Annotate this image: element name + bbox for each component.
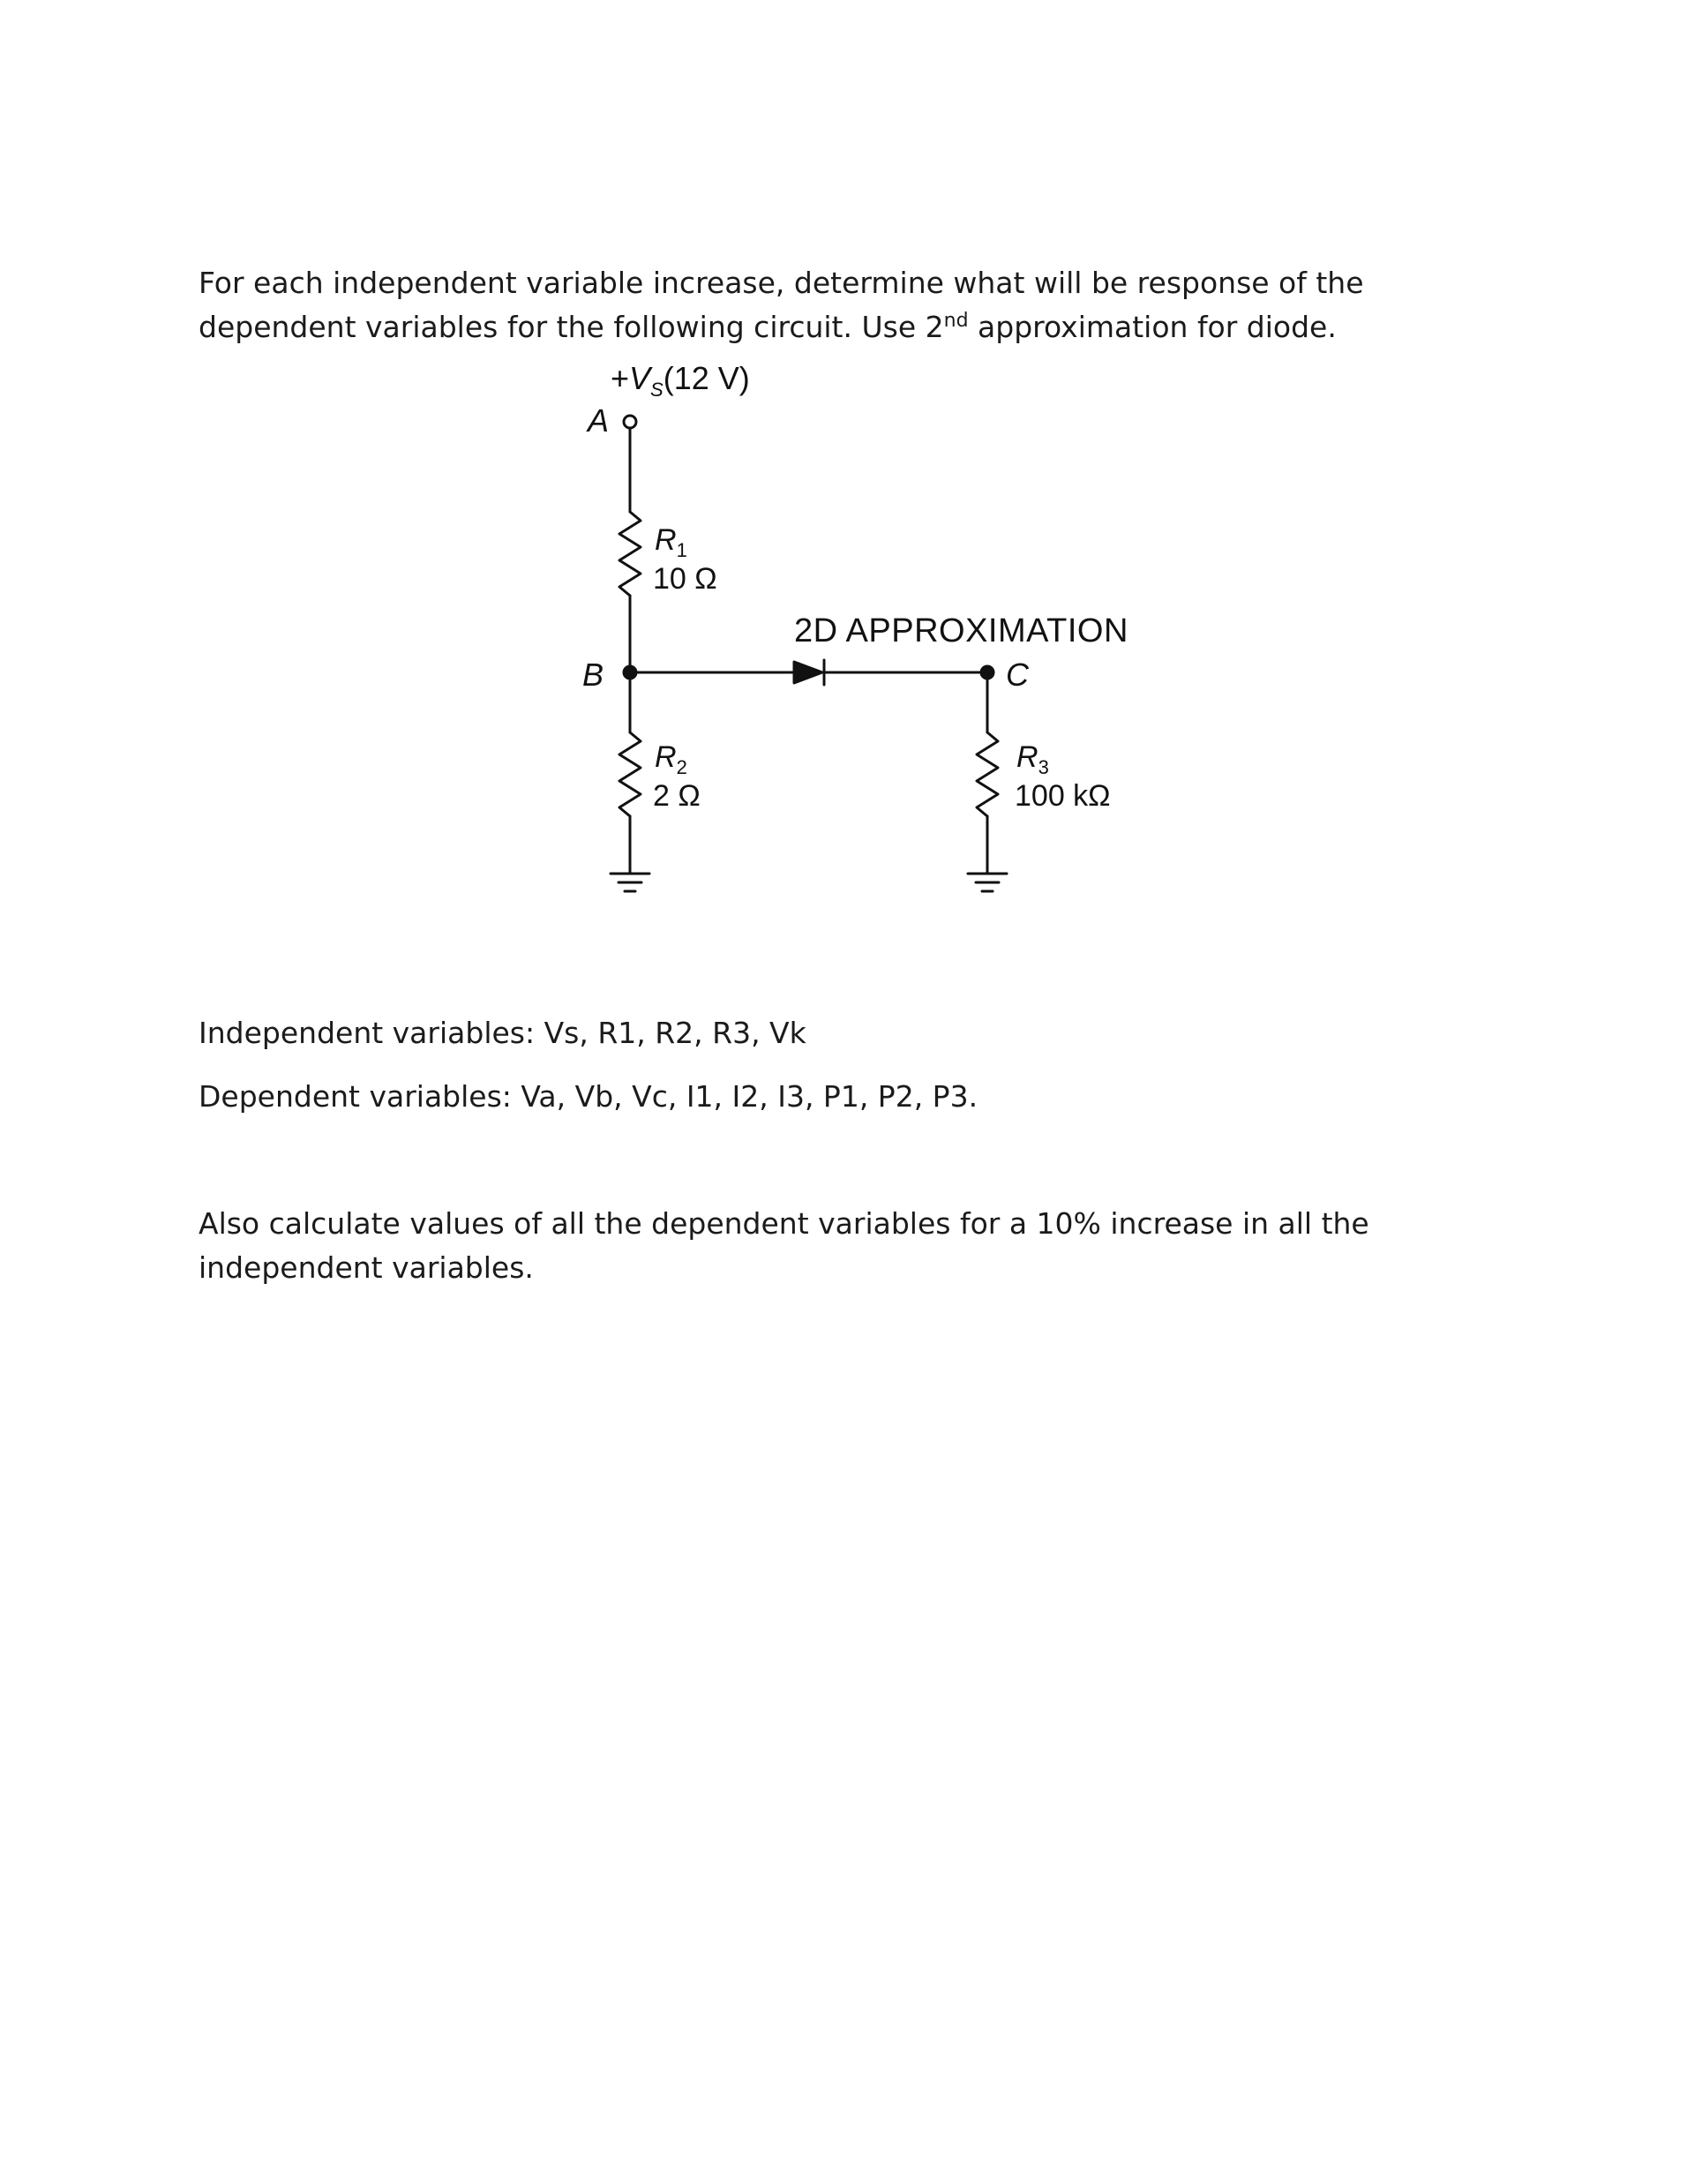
r1-symbol-label: $R_1$ <box>655 523 687 561</box>
resistor-r1-icon <box>619 512 641 596</box>
r2-value-label: 2 Ω <box>653 779 701 813</box>
intro-text: For each independent variable increase, determine what will be response of the dependent variables for the following circuit. Use 2 <box>199 266 1364 344</box>
node-b-label: B <box>582 657 604 693</box>
diode-approximation-label: 2D APPROXIMATION <box>794 612 1128 649</box>
node-a-label: A <box>588 402 610 439</box>
r1-value-label: 10 Ω <box>653 562 717 596</box>
ground-icon-right <box>968 874 1007 891</box>
node-b-dot <box>624 666 636 679</box>
independent-variables: Independent variables: Vs, R1, R2, R3, Vk <box>199 1016 806 1050</box>
node-c-label: C <box>1006 657 1029 693</box>
node-c-dot <box>981 666 993 679</box>
ground-icon <box>611 874 649 891</box>
question-intro <box>199 261 1522 349</box>
r2-symbol-label: $R_2$ <box>655 740 687 778</box>
r3-symbol-label: $R_3$ <box>1016 740 1049 778</box>
resistor-r2-icon <box>619 732 641 816</box>
calculation-instruction: Also calculate values of all the dependent variables for a 10% increase in all the independent variables. <box>199 1206 1369 1285</box>
circuit-diagram <box>494 360 1200 944</box>
intro-text-end: approximation for diode. <box>968 310 1337 344</box>
node-a-terminal <box>624 416 636 428</box>
resistor-r3-icon <box>977 732 998 816</box>
supply-voltage-label: $+V_S(12$ V) <box>611 360 750 402</box>
intro-ordinal-superscript: nd <box>943 310 969 332</box>
r3-value-label: 100 kΩ <box>1015 779 1111 813</box>
diode-icon <box>794 660 824 685</box>
dependent-variables: Dependent variables: Va, Vb, Vc, I1, I2, I3, P1, P2, P3. <box>199 1079 978 1114</box>
